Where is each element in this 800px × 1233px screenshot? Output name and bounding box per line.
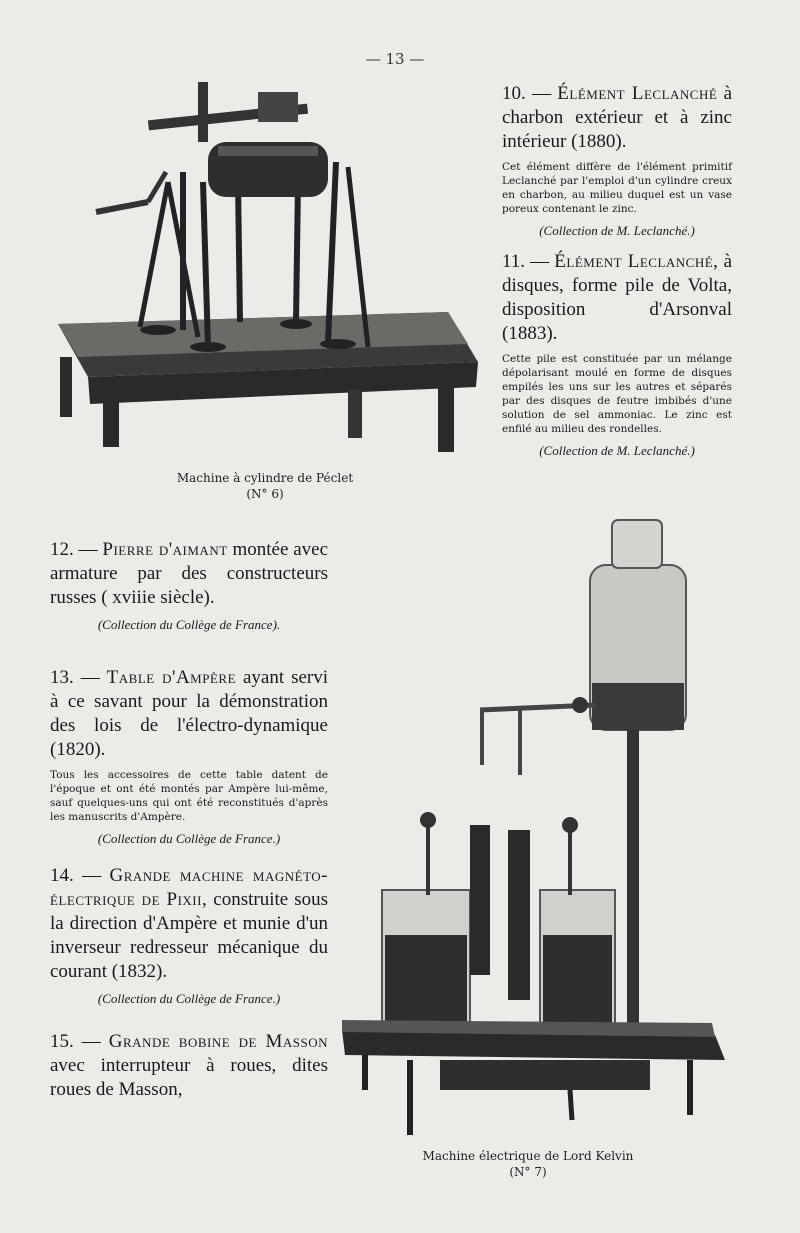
figure-kelvin-machine bbox=[340, 515, 730, 1145]
entry-11-title: à disques, forme pile de Volta, disposition d'Arsonval (1883). bbox=[502, 251, 732, 344]
entry-13-title: ayant servi à ce savant pour la démonstration des lois de l'électro-dynamique (1820). bbox=[50, 667, 329, 760]
entry-14-collection: (Collection du Collège de France.) bbox=[97, 991, 281, 1006]
entry-14-number: 14. — bbox=[50, 865, 102, 886]
entry-12-heading bbox=[50, 538, 328, 610]
kelvin-machine-photo bbox=[340, 515, 730, 1145]
entry-13-collection: (Collection du Collège de France.) bbox=[97, 831, 281, 846]
entry-13-lead: Table d'Ampère bbox=[106, 667, 237, 688]
entry-11-lead: Élément Leclanché, bbox=[554, 251, 719, 272]
entry-10-number: 10. — bbox=[502, 83, 552, 104]
entry-11-collection: (Collection de M. Leclanché.) bbox=[539, 443, 695, 458]
entry-15-heading bbox=[50, 1030, 328, 1102]
entry-15-lead: Grande bobine de Masson bbox=[108, 1031, 329, 1052]
entry-10 bbox=[502, 82, 732, 240]
entry-14-title: construite sous la direction d'Ampère et munie d'un inverseur redresseur mécanique du courant (1832). bbox=[50, 889, 329, 982]
entry-10-lead: Élément Leclanché bbox=[557, 83, 718, 104]
entry-13-heading bbox=[50, 666, 328, 762]
page-number: — 13 — bbox=[365, 50, 425, 68]
entry-14-lead: Grande machine magnéto-électrique de Pixii, bbox=[50, 865, 328, 910]
entry-10-body: Cet élément diffère de l'élément primitif Leclanché par l'emploi d'un cylindre creux en charbon, au milieu duquel est un vase poreux contenant le zinc. bbox=[502, 161, 732, 215]
entry-11-number: 11. — bbox=[502, 251, 550, 272]
entry-11-body: Cette pile est constituée par un mélange dépolarisant moulé en forme de disques empilés les uns sur les autres et séparés par des disques de feutre imbibés d'une solution de sel ammoniac. Le zinc est enfilé au milieu des rondelles. bbox=[502, 353, 732, 435]
entry-15-number: 15. — bbox=[50, 1031, 101, 1052]
entry-14 bbox=[50, 864, 328, 1008]
entry-12 bbox=[50, 538, 328, 634]
entry-12-lead: Pierre d'aimant bbox=[102, 539, 228, 560]
caption-kelvin-number: (N° 7) bbox=[509, 1165, 547, 1179]
caption-kelvin-title: Machine électrique de Lord Kelvin bbox=[422, 1149, 634, 1163]
caption-peclet-title: Machine à cylindre de Péclet bbox=[176, 471, 354, 485]
column-left-bottom bbox=[50, 538, 328, 1102]
entry-10-collection: (Collection de M. Leclanché.) bbox=[539, 223, 695, 238]
entry-12-title: montée avec armature par des constructeurs russes ( xviiie siècle). bbox=[50, 539, 329, 608]
entry-11-heading bbox=[502, 250, 732, 346]
figure-peclet-machine bbox=[48, 72, 480, 460]
entry-13 bbox=[50, 666, 328, 848]
caption-peclet-number: (N° 6) bbox=[246, 487, 284, 501]
entry-12-collection: (Collection du Collège de France). bbox=[97, 617, 281, 632]
entry-10-title: à charbon extérieur et à zinc intérieur (1880). bbox=[502, 83, 732, 152]
entry-15 bbox=[50, 1030, 328, 1102]
peclet-machine-photo bbox=[48, 72, 480, 460]
caption-kelvin bbox=[420, 1148, 636, 1180]
caption-peclet bbox=[160, 470, 370, 502]
entry-13-number: 13. — bbox=[50, 667, 100, 688]
column-right-top bbox=[502, 82, 732, 460]
entry-11 bbox=[502, 250, 732, 460]
entry-15-title: avec interrupteur à roues, dites roues de Masson, bbox=[50, 1055, 328, 1100]
entry-14-heading bbox=[50, 864, 328, 984]
entry-13-body: Tous les accessoires de cette table datent de l'époque et ont été montés par Ampère lui-même, sauf quelques-uns qui ont été reconstitués d'après les manuscrits d'Ampère. bbox=[50, 769, 328, 823]
entry-10-heading bbox=[502, 82, 732, 154]
entry-12-number: 12. — bbox=[50, 539, 98, 560]
